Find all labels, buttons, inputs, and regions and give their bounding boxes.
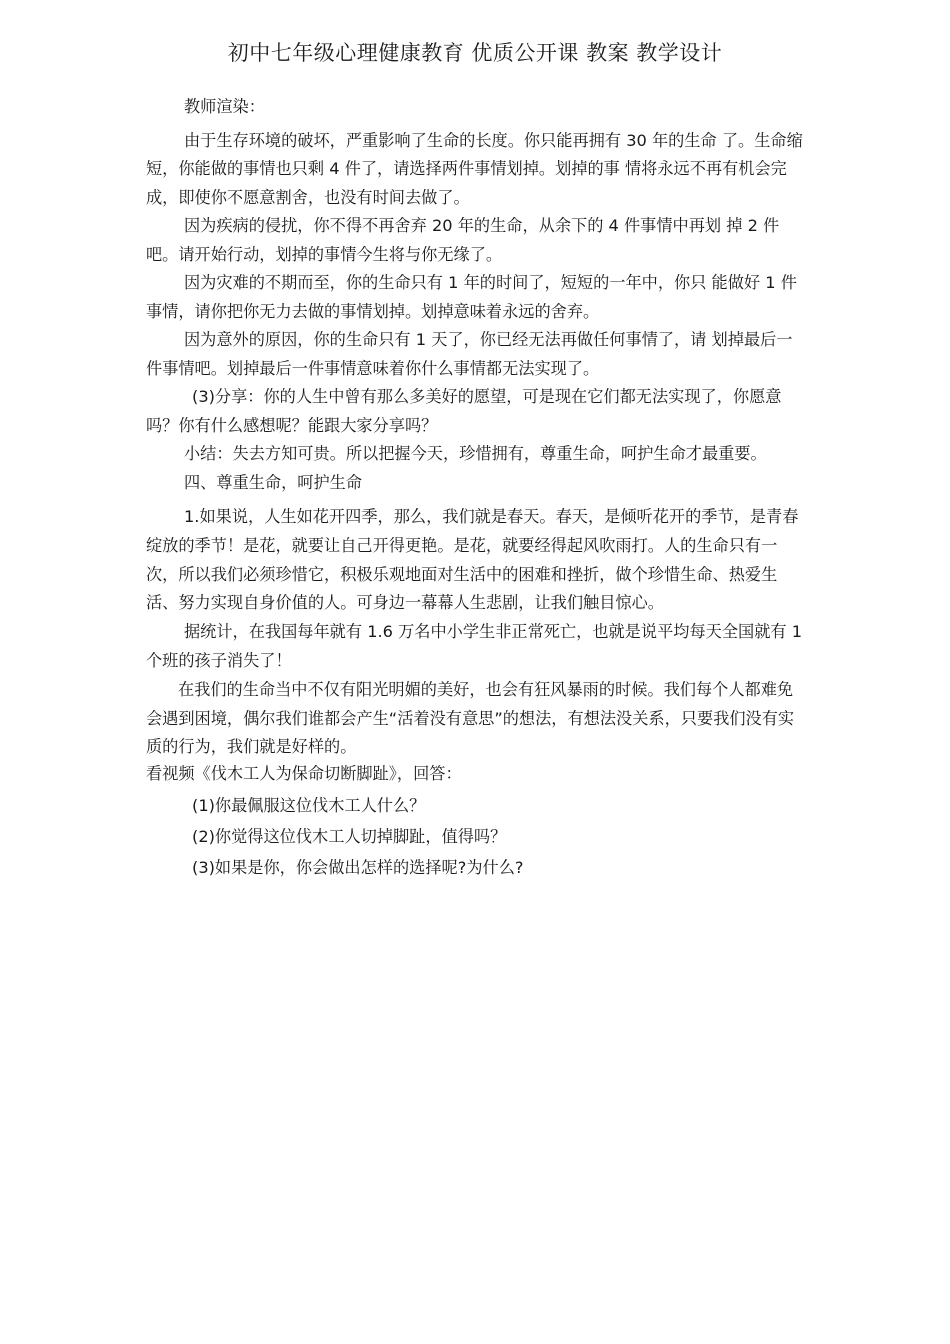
paragraph-video-prompt: 看视频《伐木工人为保命切断脚趾》，回答： (146, 764, 462, 784)
paragraph-summary: 小结：失去方知可贵。所以把握今天，珍惜拥有，尊重生命，呵护生命才最重要。 (184, 444, 767, 463)
paragraph-hardship: 在我们的生命当中不仅有阳光明媚的美好，也会有狂风暴雨的时候。我们每个人都难免会遇到困境，偶尔我们谁都会产生“活着没有意思”的想法，有想法没关系，只要我们没有实质的行为，我们就是好样的。 (146, 679, 795, 757)
paragraph-teacher-intro: 教师渲染： (184, 97, 265, 116)
document-body (146, 93, 806, 883)
paragraph-spring: 1.如果说，人生如花开四季，那么，我们就是春天。春天，是倾听花开的季节，是青春绽放的季节！是花，就要让自己开得更艳。是花，就要经得起风吹雨打。人的生命只有一次，所以我们必须珍惜它，积极乐观地面对生活中的困难和挫折，做个珍惜生命、热爱生活、努力实现自身价值的人。可身边一幕幕人生悲剧，让我们触目惊心。 (146, 507, 799, 613)
question-1: (1)你最佩服这位伐木工人什么？ (192, 796, 426, 816)
question-2: (2)你觉得这位伐木工人切掉脚趾，值得吗？ (192, 827, 507, 847)
paragraph-disaster: 因为灾难的不期而至，你的生命只有 1 年的时间了，短短的一年中，你只 能做好 1 件事情，请你把你无力去做的事情划掉。划掉意味着永远的舍弃。 (146, 273, 797, 321)
paragraph-environment: 由于生存环境的破坏，严重影响了生命的长度。你只能再拥有 30 年的生命 了。生命缩短，你能做的事情也只剩 4 件了，请选择两件事情划掉。划掉的事 情将永远不再有机会完成，即使你不愿意割舍，也没有时间去做了。 (146, 130, 803, 207)
page-title: 初中七年级心理健康教育 优质公开课 教案 教学设计 (227, 41, 723, 65)
paragraph-disease: 因为疾病的侵扰，你不得不再舍弃 20 年的生命，从余下的 4 件事情中再划 掉 2 件吧。请开始行动，划掉的事情今生将与你无缘了。 (146, 216, 780, 264)
paragraph-share: (3)分享：你的人生中曾有那么多美好的愿望，可是现在它们都无法实现了，你愿意吗？你有什么感想呢？能跟大家分享吗？ (146, 387, 782, 435)
paragraph-accident: 因为意外的原因，你的生命只有 1 天了，你已经无法再做任何事情了，请 划掉最后一件事情吧。划掉最后一件事情意味着你什么事情都无法实现了。 (146, 330, 793, 378)
question-3: (3)如果是你，你会做出怎样的选择呢?为什么? (192, 858, 524, 878)
paragraph-statistics: 据统计，在我国每年就有 1.6 万名中小学生非正常死亡，也就是说平均每天全国就有 1 个班的孩子消失了！ (146, 622, 803, 670)
section-heading-respect-life: 四、尊重生命，呵护生命 (184, 472, 363, 492)
